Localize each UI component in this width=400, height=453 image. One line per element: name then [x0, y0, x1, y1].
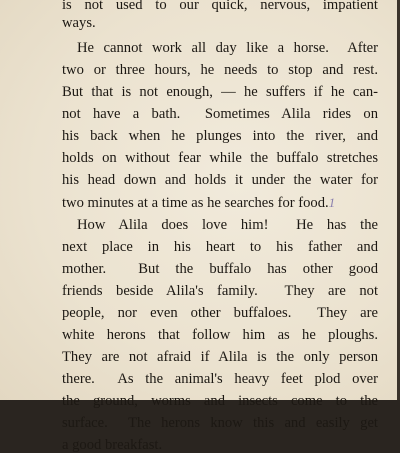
- text-line-7: his back when he plunges into the river, and: [62, 128, 378, 144]
- text-line-11: How Alila does love him! He has the: [77, 217, 378, 233]
- text-line-19: the ground, worms and insects come to the: [62, 393, 378, 409]
- text-line-5: But that is not enough, — he suffers if he can-: [62, 84, 378, 100]
- text-line-1: is not used to our quick, nervous, impatient: [62, 0, 378, 13]
- text-line-17: They are not afraid if Alila is the only person: [62, 349, 378, 365]
- text-line-14: friends beside Alila's family. They are not: [62, 283, 378, 299]
- text-line-6: not have a bath. Sometimes Alila rides on: [62, 106, 378, 122]
- text-line-15: people, nor even other buffaloes. They are: [62, 305, 378, 321]
- text-line-8: holds on without fear while the buffalo stretches: [62, 150, 378, 166]
- text-line-18: there. As the animal's heavy feet plod over: [62, 371, 378, 387]
- text-line-21: a good breakfast.: [62, 437, 163, 453]
- text-line-10-text: two minutes at a time as he searches for food.: [62, 195, 329, 211]
- text-line-20: surface. The herons know this and easily get: [62, 415, 378, 431]
- text-line-9: his head down and holds it under the water for: [62, 172, 378, 188]
- text-line-16: white herons that follow him as he ploughs.: [62, 327, 378, 343]
- text-line-4: two or three hours, he needs to stop and rest.: [62, 62, 378, 78]
- pencil-mark: 1: [328, 195, 336, 210]
- text-line-3: He cannot work all day like a horse. After: [77, 40, 378, 56]
- text-line-2: ways.: [62, 15, 96, 31]
- text-line-10: [62, 196, 335, 211]
- text-line-13: mother. But the buffalo has other good: [62, 261, 378, 277]
- text-line-12: next place in his heart to his father and: [62, 239, 378, 255]
